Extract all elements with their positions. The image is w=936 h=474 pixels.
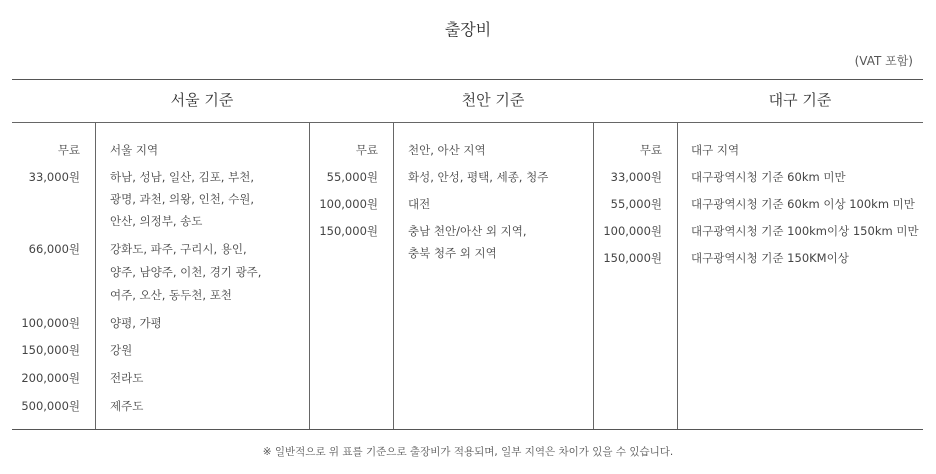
- seoul-area-3: 양평, 가평: [110, 316, 162, 330]
- seoul-price-4: 150,000원: [21, 343, 80, 357]
- header-seoul: 서울 기준: [170, 91, 234, 109]
- seoul-area-2c: 여주, 오산, 동두천, 포천: [110, 288, 232, 302]
- seoul-price-2: 66,000원: [28, 242, 80, 256]
- cheonan-price-1: 55,000원: [326, 170, 378, 184]
- column-divider: [393, 122, 394, 429]
- table-top-border: [12, 79, 923, 80]
- daegu-price-0: 무료: [639, 143, 662, 157]
- table-bottom-border: [12, 429, 923, 430]
- daegu-area-4: 대구광역시청 기준 150KM이상: [691, 251, 849, 265]
- cheonan-area-3a: 충남 천안/아산 외 지역,: [408, 224, 527, 238]
- seoul-area-1c: 안산, 의정부, 송도: [110, 214, 203, 228]
- daegu-price-2: 55,000원: [610, 197, 662, 211]
- daegu-price-3: 100,000원: [603, 224, 662, 238]
- table-header-border: [12, 122, 923, 123]
- seoul-area-1b: 광명, 과천, 의왕, 인천, 수원,: [110, 192, 254, 206]
- cheonan-area-3b: 충북 청주 외 지역: [408, 246, 497, 260]
- seoul-area-2b: 양주, 남양주, 이천, 경기 광주,: [110, 265, 262, 279]
- column-divider: [95, 122, 96, 429]
- seoul-area-0: 서울 지역: [110, 143, 159, 157]
- header-daegu: 대구 기준: [768, 91, 832, 109]
- seoul-price-1: 33,000원: [28, 170, 80, 184]
- seoul-price-5: 200,000원: [21, 371, 80, 385]
- daegu-area-3: 대구광역시청 기준 100km이상 150km 미만: [691, 224, 919, 238]
- seoul-price-0: 무료: [57, 143, 80, 157]
- seoul-area-4: 강원: [110, 343, 133, 357]
- daegu-area-1: 대구광역시청 기준 60km 미만: [691, 170, 846, 184]
- seoul-area-6: 제주도: [110, 399, 144, 413]
- daegu-area-0: 대구 지역: [691, 143, 740, 157]
- vat-note: (VAT 포함): [854, 54, 913, 68]
- cheonan-price-2: 100,000원: [319, 197, 378, 211]
- cheonan-area-1: 화성, 안성, 평택, 세종, 청주: [408, 170, 549, 184]
- daegu-area-2: 대구광역시청 기준 60km 이상 100km 미만: [691, 197, 915, 211]
- cheonan-area-2: 대전: [408, 197, 431, 211]
- cheonan-area-0: 천안, 아산 지역: [408, 143, 486, 157]
- seoul-price-3: 100,000원: [21, 316, 80, 330]
- page-title: 출장비: [444, 20, 492, 39]
- column-divider: [677, 122, 678, 429]
- cheonan-price-3: 150,000원: [319, 224, 378, 238]
- cheonan-price-0: 무료: [355, 143, 378, 157]
- seoul-area-2a: 강화도, 파주, 구리시, 용인,: [110, 242, 247, 256]
- footnote: ※ 일반적으로 위 표를 기준으로 출장비가 적용되며, 일부 지역은 차이가 있을 수 있습니다.: [262, 446, 674, 458]
- daegu-price-4: 150,000원: [603, 251, 662, 265]
- seoul-area-1a: 하남, 성남, 일산, 김포, 부천,: [110, 170, 254, 184]
- daegu-price-1: 33,000원: [610, 170, 662, 184]
- header-cheonan: 천안 기준: [461, 91, 525, 109]
- seoul-price-6: 500,000원: [21, 399, 80, 413]
- seoul-area-5: 전라도: [110, 371, 144, 385]
